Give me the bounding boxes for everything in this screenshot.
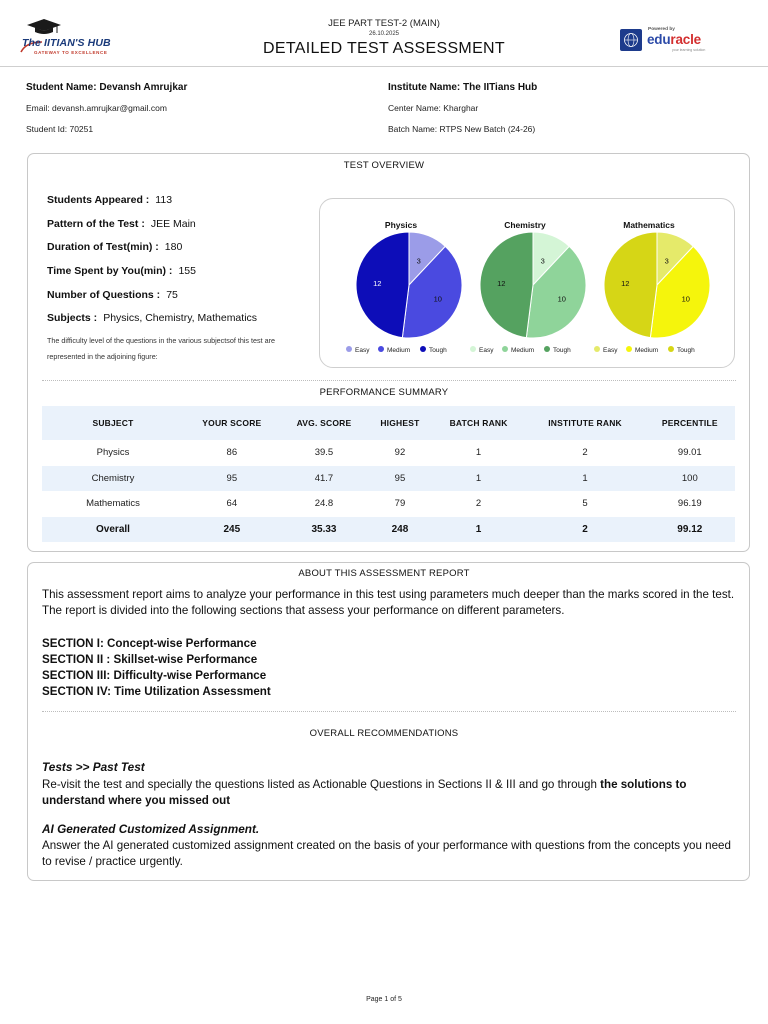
- pie-data-label: 12: [497, 279, 506, 289]
- recommendation-1-title: Tests >> Past Test: [42, 760, 145, 774]
- test-date: 26.10.2025: [368, 31, 400, 37]
- center-name: Center Name: Kharghar: [388, 103, 479, 113]
- table-cell: 39.5: [314, 447, 334, 459]
- overview-students-appeared: Students Appeared : 113: [47, 194, 173, 206]
- pie-data-label: 3: [540, 256, 545, 266]
- table-cell: 2: [475, 498, 482, 510]
- col-your-score: YOUR SCORE: [184, 406, 280, 440]
- legend-swatch-easy: [594, 346, 600, 352]
- table-cell: Chemistry: [42, 466, 184, 492]
- table-cell: 86: [226, 447, 238, 459]
- table-header-row: [42, 406, 735, 440]
- difficulty-pie-charts: [319, 198, 735, 368]
- table-row: [42, 440, 735, 466]
- section-divider: [42, 711, 736, 712]
- recommendation-2-text: Answer the AI generated customized assignment created on the basis of your performance with questions from the concepts you need to revise / practice urgently.: [42, 839, 731, 869]
- powered-by-label: Powered by: [648, 27, 675, 32]
- recommendation-1-text: Re-visit the test and specially the questions listed as Actionable Questions in Sections II & III and go through the solutions to understand where you missed out: [42, 778, 687, 808]
- table-row-overall: [42, 517, 735, 543]
- brand-tagline: GATEWAY TO EXCELLENCE: [34, 50, 108, 55]
- page-title: DETAILED TEST ASSESSMENT: [263, 40, 505, 57]
- pie-data-label: 3: [664, 256, 669, 266]
- institute-name: Institute Name: The IITians Hub: [388, 82, 538, 93]
- about-section-2: SECTION II : Skillset-wise Performance: [42, 653, 258, 666]
- legend-swatch-medium: [378, 346, 384, 352]
- about-intro: This assessment report aims to analyze your performance in this test using parameters much deeper than the marks scored in the test. The report is divided into the following sections that assess your performance on different parameters.: [42, 588, 735, 618]
- col-avg-score: AVG. SCORE: [280, 406, 369, 440]
- legend-swatch-tough: [544, 346, 550, 352]
- table-row: [42, 466, 735, 492]
- difficulty-note: The difficulty level of the questions in the various subjectsof this test are represented in the adjoining figure:: [47, 336, 275, 361]
- pie-data-label: 10: [557, 294, 566, 304]
- pie-data-label: 3: [416, 256, 421, 266]
- table-cell: 100: [645, 466, 735, 492]
- col-institute-rank: INSTITUTE RANK: [526, 406, 645, 440]
- student-name: Student Name: Devansh Amrujkar: [26, 82, 188, 93]
- table-cell: 5: [582, 498, 588, 510]
- col-percentile: PERCENTILE: [645, 406, 735, 440]
- about-section-4: SECTION IV: Time Utilization Assessment: [42, 685, 271, 698]
- legend-label-tough: Tough: [429, 347, 447, 354]
- section-divider: [42, 380, 736, 381]
- partner-logo: [620, 27, 720, 55]
- legend-label-easy: Easy: [479, 347, 494, 354]
- table-cell: 1: [526, 466, 645, 492]
- table-row: [42, 491, 735, 517]
- partner-name: eduracle: [647, 32, 701, 47]
- about-section-1: SECTION I: Concept-wise Performance: [42, 637, 257, 650]
- legend-label-tough: Tough: [677, 347, 695, 354]
- test-overview-title: TEST OVERVIEW: [343, 160, 425, 171]
- col-subject: SUBJECT: [42, 406, 184, 440]
- overview-subjects: Subjects : Physics, Chemistry, Mathematics: [47, 312, 258, 324]
- legend-label-tough: Tough: [553, 347, 571, 354]
- table-cell: 1: [432, 466, 526, 492]
- legend-swatch-easy: [346, 346, 352, 352]
- pie-data-label: 12: [373, 279, 382, 289]
- pie-data-label: 10: [433, 294, 442, 304]
- table-cell: 99.01: [677, 447, 702, 459]
- table-cell: 245: [184, 517, 280, 543]
- recommendations-title: OVERALL RECOMMENDATIONS: [309, 728, 459, 739]
- overview-questions: Number of Questions : 75: [47, 289, 178, 301]
- legend-label-medium: Medium: [387, 347, 411, 354]
- about-title: ABOUT THIS ASSESSMENT REPORT: [298, 568, 470, 579]
- student-id: Student Id: 70251: [26, 124, 94, 134]
- recommendation-2-title: AI Generated Customized Assignment.: [42, 822, 260, 836]
- overview-time-spent: Time Spent by You(min) : 155: [47, 265, 196, 277]
- legend-swatch-tough: [668, 346, 674, 352]
- partner-tagline: your learning solution: [672, 48, 706, 52]
- performance-summary-title: PERFORMANCE SUMMARY: [319, 387, 449, 398]
- table-cell: 96.19: [677, 498, 702, 510]
- table-cell: 95: [368, 466, 431, 492]
- legend-swatch-medium: [626, 346, 632, 352]
- table-cell: Mathematics: [86, 498, 140, 510]
- overview-duration: Duration of Test(min) : 180: [47, 241, 183, 253]
- table-cell: 35.33: [280, 517, 369, 543]
- table-cell: 1: [475, 447, 482, 459]
- table-cell: 99.12: [645, 517, 735, 543]
- table-cell: Overall: [42, 517, 184, 543]
- performance-table: [42, 406, 735, 542]
- table-cell: 2: [582, 447, 588, 459]
- pie-data-label: 12: [621, 279, 630, 289]
- table-cell: 79: [394, 498, 406, 510]
- table-cell: Physics: [96, 447, 130, 459]
- legend-swatch-tough: [420, 346, 426, 352]
- header-divider: [0, 66, 768, 67]
- table-cell: 64: [226, 498, 238, 510]
- test-name: JEE PART TEST-2 (MAIN): [328, 18, 440, 29]
- pie-data-label: 10: [681, 294, 690, 304]
- pie-slice-tough: [356, 232, 409, 338]
- legend-swatch-easy: [470, 346, 476, 352]
- brand-name: The IITIAN'S HUB: [22, 37, 111, 49]
- page-number: Page 1 of 5: [366, 996, 402, 1003]
- overview-pattern: Pattern of the Test : JEE Main: [47, 218, 196, 230]
- pie-slice-tough: [604, 232, 657, 338]
- table-cell: 1: [432, 517, 526, 543]
- table-cell: 92: [394, 447, 406, 459]
- pie-title-chemistry: Chemistry: [504, 220, 546, 230]
- table-cell: 41.7: [280, 466, 369, 492]
- table-cell: 2: [526, 517, 645, 543]
- batch-name: Batch Name: RTPS New Batch (24-26): [388, 124, 536, 134]
- col-batch-rank: BATCH RANK: [432, 406, 526, 440]
- legend-label-medium: Medium: [635, 347, 659, 354]
- student-email: Email: devansh.amrujkar@gmail.com: [26, 103, 167, 113]
- globe-icon: [620, 29, 642, 51]
- table-cell: 24.8: [314, 498, 334, 510]
- legend-label-easy: Easy: [355, 347, 370, 354]
- legend-label-easy: Easy: [603, 347, 618, 354]
- col-highest: HIGHEST: [368, 406, 431, 440]
- pie-slice-tough: [480, 232, 533, 338]
- table-cell: 248: [368, 517, 431, 543]
- table-cell: 95: [184, 466, 280, 492]
- legend-label-medium: Medium: [511, 347, 535, 354]
- pie-title-mathematics: Mathematics: [623, 220, 675, 230]
- pie-title-physics: Physics: [384, 220, 418, 230]
- about-section-3: SECTION III: Difficulty-wise Performance: [42, 669, 267, 682]
- legend-swatch-medium: [502, 346, 508, 352]
